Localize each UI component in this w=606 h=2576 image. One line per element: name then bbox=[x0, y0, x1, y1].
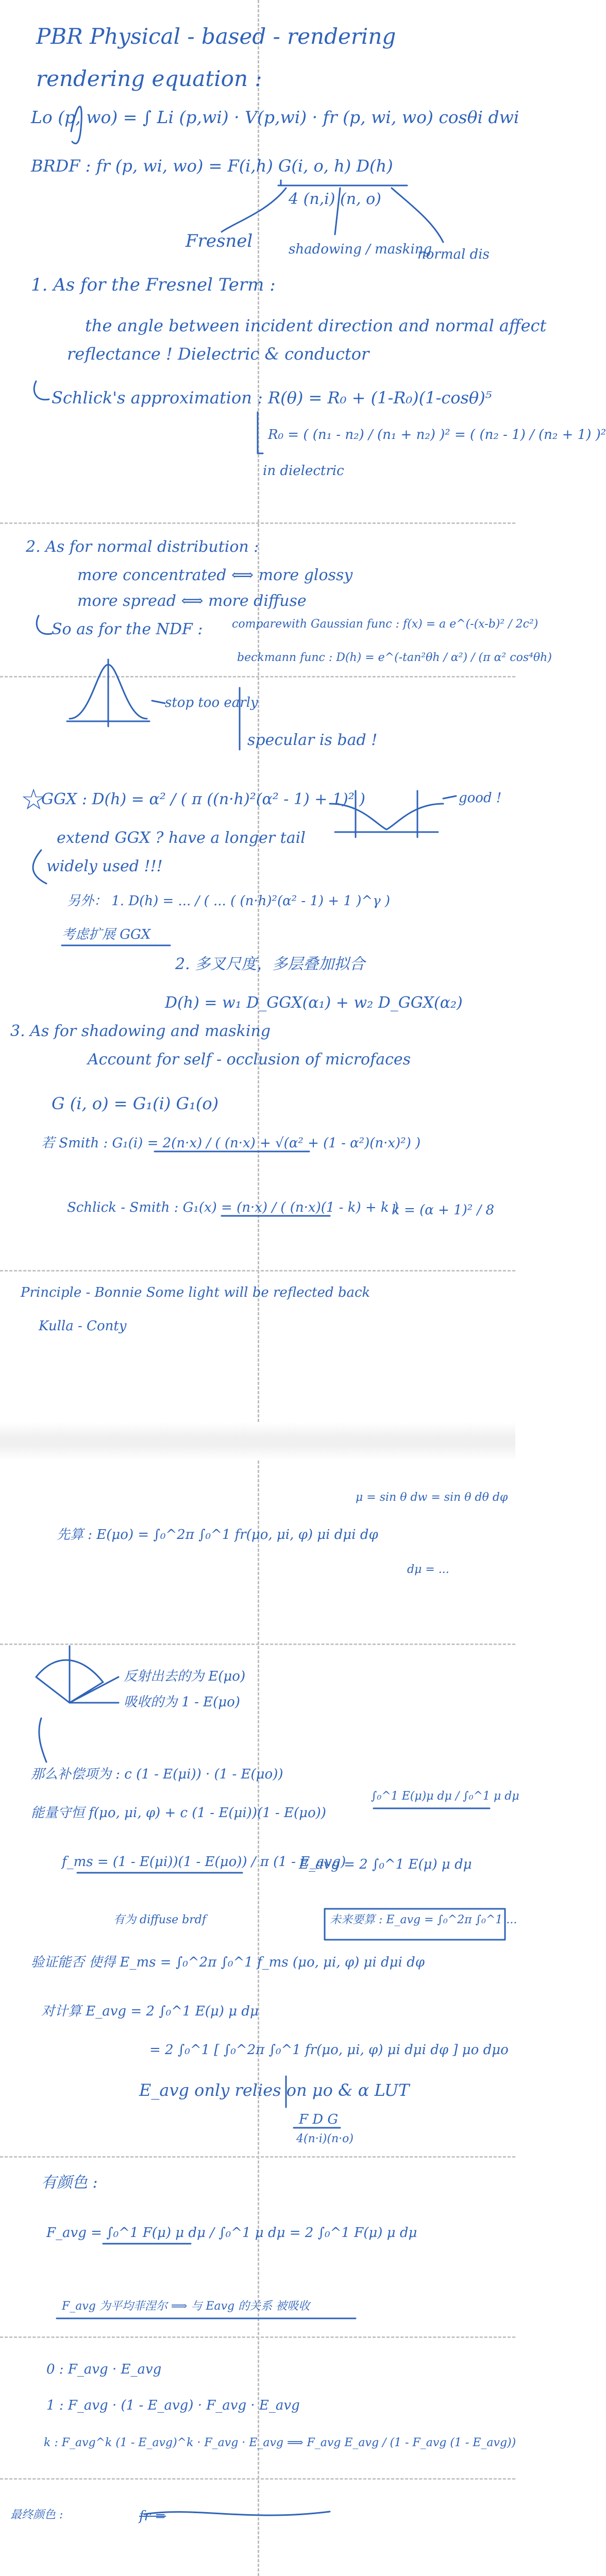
color-heading: 有颜色 : bbox=[41, 2174, 98, 2192]
notebook-page-bottom bbox=[0, 1461, 519, 2576]
ndf-intro: So as for the NDF : bbox=[52, 620, 203, 638]
longer-tail-note: extend GGX ? have a longer tail bbox=[57, 829, 306, 847]
stop-too-early-note: stop too early bbox=[165, 695, 258, 710]
precompute-expand: = 2 ∫₀^1 [ ∫₀^2π ∫₀^1 fr(μo, μi, φ) μi dμi dφ ] μo dμo bbox=[149, 2042, 509, 2058]
mixture-formula: D(h) = w₁ D_GGX(α₁) + w₂ D_GGX(α₂) bbox=[165, 994, 463, 1012]
normal-distribution-heading: 2. As for normal distribution : bbox=[26, 538, 259, 556]
favg-note: F_avg 为平均菲涅尔 ⟹ 与 Eavg 的关系 被吸收 bbox=[62, 2300, 310, 2313]
arrow-to-normal bbox=[392, 188, 443, 242]
fresnel-text-line1: the angle between incident direction and normal affect bbox=[85, 316, 547, 335]
label-fresnel: Fresnel bbox=[186, 231, 253, 251]
energy-integral: 先算 : E(μo) = ∫₀^2π ∫₀^1 fr(μo, μi, φ) μi dμi dφ bbox=[57, 1527, 378, 1543]
arrow-to-shadowing bbox=[335, 188, 340, 234]
ndf-arrow bbox=[37, 616, 52, 634]
favg-formula: F_avg = ∫₀^1 F(μ) μ dμ / ∫₀^1 μ dμ = 2 ∫₀^1 F(μ) μ dμ bbox=[46, 2225, 417, 2241]
integral-sign bbox=[71, 107, 81, 144]
beckmann-formula: beckmann func : D(h) = e^(-tan²θh / α²) / (π α² cos⁴θh) bbox=[237, 651, 552, 664]
sphere-sketch bbox=[36, 1646, 103, 1703]
fresnel-text-line2: reflectance ! Dielectric & conductor bbox=[67, 344, 369, 364]
final-label: 最终颜色 : bbox=[10, 2509, 63, 2521]
page-title: PBR Physical - based - rendering bbox=[36, 24, 396, 49]
label-normal-distribution: normal dis bbox=[417, 247, 490, 262]
shadowing-heading: 3. As for shadowing and masking bbox=[10, 1022, 271, 1040]
mixture-heading: 2. 多叉尺度，多层叠加拟合 bbox=[175, 955, 365, 973]
eavg-boxed: 未来要算 : E_avg = ∫₀^2π ∫₀^1 ... bbox=[330, 1913, 517, 1926]
eavg-formula: E_avg = 2 ∫₀^1 E(μ) μ dμ bbox=[299, 1857, 472, 1872]
ggx-graph-axis bbox=[335, 791, 438, 837]
schlick-approximation: Schlick's approximation : R(θ) = R₀ + (1-R₀)(1-cosθ)⁵ bbox=[52, 388, 492, 408]
fresnel-heading: 1. As for the Fresnel Term : bbox=[31, 275, 276, 295]
smith-split-formula: G (i, o) = G₁(i) G₁(o) bbox=[52, 1094, 219, 1113]
widely-used-note: widely used !!! bbox=[46, 857, 163, 875]
cosine-weight-note: ∫₀^1 E(μ)μ dμ / ∫₀^1 μ dμ bbox=[371, 1790, 519, 1803]
star-icon: ☆ bbox=[21, 783, 47, 817]
good-note: good ! bbox=[459, 790, 502, 806]
in-dielectric-note: in dielectric bbox=[263, 463, 344, 479]
dw-note: μ = sin θ dw = sin θ dθ dφ bbox=[356, 1491, 508, 1504]
k-formula: k = (α + 1)² / 8 bbox=[392, 1202, 495, 1218]
ggx-graph-curve bbox=[330, 804, 443, 829]
page-gap bbox=[0, 1422, 515, 1461]
eavg-box bbox=[325, 1909, 505, 1940]
down-arrow bbox=[39, 1718, 46, 1762]
energy-conservation-line: 能量守恒 f(μo, μi, φ) + c (1 - E(μi))(1 - E(μo)) bbox=[31, 1805, 326, 1821]
r0-formula: R₀ = ( (n₁ - n₂) / (n₁ + n₂) )² = ( (n₂ - 1) / (n₂ + 1) )² bbox=[268, 427, 606, 443]
r0-bracket bbox=[258, 412, 263, 453]
spread-note: more spread ⟺ more diffuse bbox=[77, 592, 307, 610]
rendering-equation: Lo (p, wo) = ∫ Li (p,wi) · V(p,wi) · fr (p, wi, wo) cosθi dwi bbox=[31, 107, 519, 127]
smith-ggx-formula: 若 Smith : G₁(i) = 2(n·x) / ( (n·x) + √(α² + (1 - α²)(n·x)²) ) bbox=[41, 1136, 421, 1151]
ndf-arrow-stop bbox=[152, 701, 165, 703]
bounce-k: k : F_avg^k (1 - E_avg)^k · F_avg · E_avg ⟹ F_avg E_avg / (1 - F_avg (1 - E_avg)) bbox=[44, 2436, 516, 2449]
brdf-denominator: 4 (n,i) (n, o) bbox=[289, 190, 381, 208]
gtr-note: 考虑扩展 GGX bbox=[62, 927, 151, 942]
specular-bad-note: specular is bad ! bbox=[247, 731, 378, 749]
widely-used-brace bbox=[33, 850, 46, 884]
fdg-denominator: 4(n·i)(n·o) bbox=[296, 2132, 354, 2145]
reflected-once-note: 反射出去的为 E(μo) bbox=[124, 1669, 246, 1684]
dmu-note: dμ = ... bbox=[407, 1563, 449, 1576]
compensation-heading: 那么补偿项为 : c (1 - E(μi)) · (1 - E(μo)) bbox=[31, 1767, 283, 1782]
rendering-equation-label: rendering equation : bbox=[36, 66, 262, 91]
energy-loss-note: Principle - Bonnie Some light will be reflected back bbox=[21, 1285, 371, 1300]
label-shadowing: shadowing / masking bbox=[289, 242, 432, 257]
good-arrow bbox=[443, 796, 456, 799]
struck-formula: fr = bbox=[139, 2509, 166, 2524]
concentrated-note: more concentrated ⟺ more glossy bbox=[77, 566, 353, 584]
page1-ink-strokes bbox=[0, 0, 515, 1422]
gtr-formula: 另外： 1. D(h) = ... / ( ... ( (n·h)²(α² - 1) + 1 )^γ ) bbox=[67, 893, 391, 909]
validate-line: 验证能否 使得 E_ms = ∫₀^2π ∫₀^1 f_ms (μo, μi, φ) μi dμi dφ bbox=[31, 1955, 425, 1970]
ggx-formula: GGX : D(h) = α² / ( π ((n·h)²(α² - 1) + 1)² ) bbox=[41, 790, 365, 808]
schlick-arrow bbox=[34, 381, 49, 400]
eavg-lut-note: E_avg only relies on μo & α LUT bbox=[139, 2080, 410, 2100]
diffuse-brdf-note: 有为 diffuse brdf bbox=[113, 1913, 206, 1926]
schlick-smith-formula: Schlick - Smith : G₁(x) = (n·x) / ( (n·x)(1 - k) + k ) bbox=[67, 1200, 399, 1215]
bounce-0: 0 : F_avg · E_avg bbox=[46, 2362, 162, 2377]
ndf-bell-axis bbox=[67, 659, 149, 726]
absorbed-note: 吸收的为 1 - E(μo) bbox=[124, 1694, 240, 1710]
fdg-label: F D G bbox=[299, 2112, 339, 2127]
reflect-arrows bbox=[70, 1677, 119, 1703]
brdf-formula: BRDF : fr (p, wi, wo) = F(i,h) G(i, o, h) D(h) bbox=[31, 156, 393, 176]
gaussian-formula: comparewith Gaussian func : f(x) = a e^(-(x-b)² / 2c²) bbox=[232, 618, 538, 631]
precompute-line: 对计算 E_avg = 2 ∫₀^1 E(μ) μ dμ bbox=[41, 2004, 259, 2019]
fms-formula: f_ms = (1 - E(μi))(1 - E(μo)) / π (1 - E_avg) bbox=[62, 1854, 346, 1870]
arrow-to-fresnel bbox=[222, 188, 286, 232]
kulla-conty-label: Kulla - Conty bbox=[39, 1318, 127, 1334]
bounce-1: 1 : F_avg · (1 - E_avg) · F_avg · E_avg bbox=[46, 2398, 300, 2413]
page2-ink-strokes bbox=[0, 1461, 515, 2576]
self-occlusion-note: Account for self - occlusion of microfaces bbox=[88, 1050, 411, 1069]
struck-scribble bbox=[144, 2512, 330, 2515]
